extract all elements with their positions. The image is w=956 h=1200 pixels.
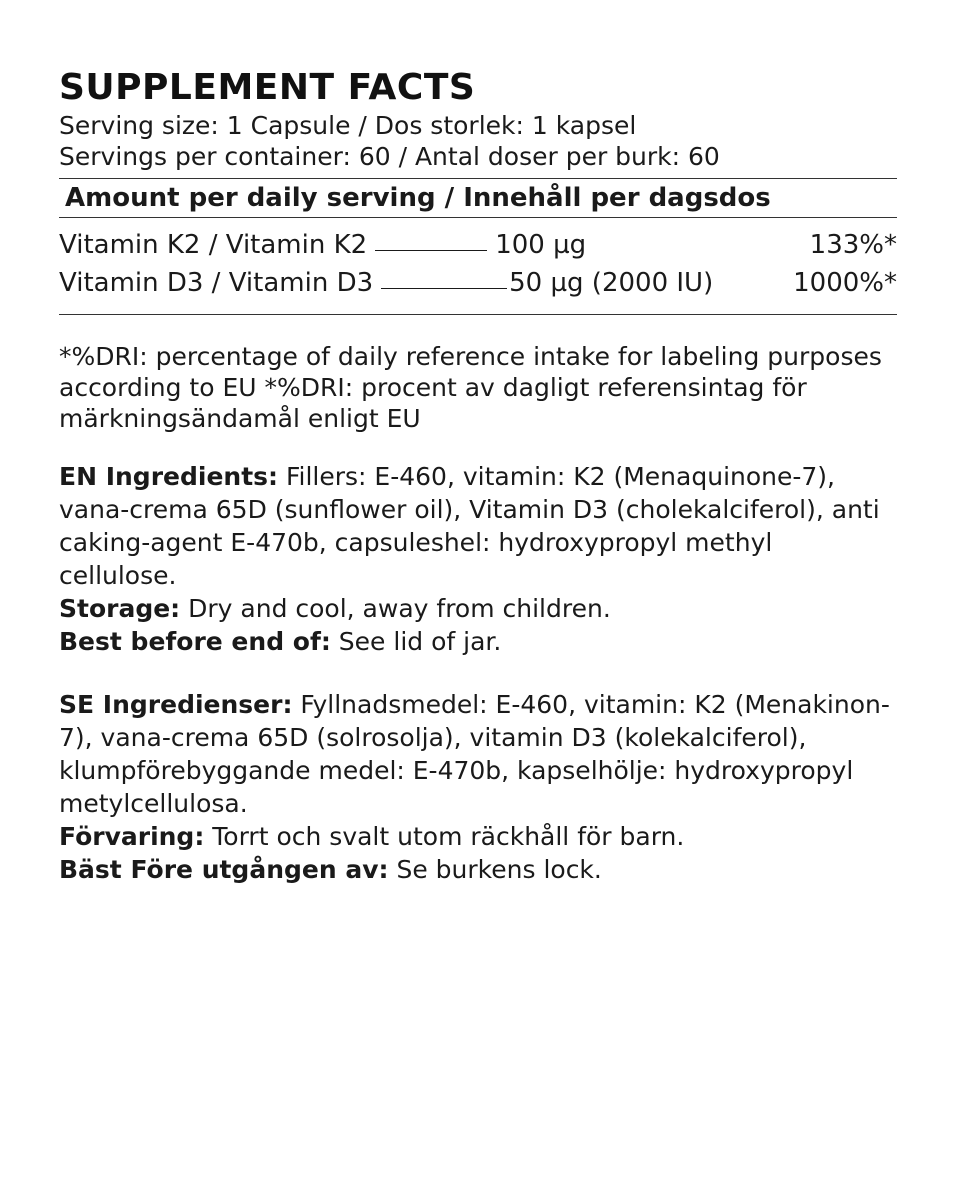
- nutrient-table: [59, 226, 897, 302]
- se-storage-label: Förvaring:: [59, 822, 205, 851]
- en-storage-text: Dry and cool, away from children.: [180, 594, 611, 623]
- en-storage-label: Storage:: [59, 594, 181, 623]
- nutrient-name: Vitamin D3 / Vitamin D3: [59, 268, 374, 298]
- supplement-facts-label: [59, 66, 897, 886]
- nutrient-dri: 1000%*: [793, 268, 897, 298]
- amount-header: Amount per daily serving / Innehåll per dagsdos: [65, 183, 771, 213]
- se-storage: [59, 820, 897, 853]
- en-best-before-label: Best before end of:: [59, 627, 331, 656]
- nutrient-row: [59, 226, 897, 264]
- divider: [59, 217, 897, 218]
- nutrient-dri: 133%*: [809, 230, 897, 260]
- serving-size: Serving size: 1 Capsule / Dos storlek: 1 kapsel: [59, 111, 637, 140]
- leader-line: [375, 249, 487, 251]
- dri-footnote: *%DRI: percentage of daily reference intake for labeling purposes according to EU *%DRI: procent av dagligt referensintag för märkningsändamål enligt EU: [59, 342, 882, 433]
- nutrient-amount: 100 µg: [495, 230, 587, 260]
- en-ingredients-text: Fillers: E-460, vitamin: K2 (Menaquinone-7), vana-crema 65D (sunflower oil), Vitamin D3 (cholekalciferol), anti caking-agent E-470b, capsuleshel: hydroxypropyl methyl cellulose.: [59, 462, 880, 590]
- en-ingredients: [59, 460, 897, 592]
- se-ingredients-label: SE Ingredienser:: [59, 690, 293, 719]
- english-section: [59, 460, 897, 658]
- nutrient-name: Vitamin K2 / Vitamin K2: [59, 230, 368, 260]
- page-title: SUPPLEMENT FACTS: [59, 67, 476, 108]
- nutrient-row: [59, 264, 897, 302]
- en-best-before: [59, 625, 897, 658]
- se-ingredients: [59, 688, 897, 820]
- se-best-before-label: Bäst Före utgången av:: [59, 855, 389, 884]
- en-storage: [59, 592, 897, 625]
- en-ingredients-label: EN Ingredients:: [59, 462, 279, 491]
- swedish-section: [59, 688, 897, 886]
- divider: [59, 314, 897, 315]
- en-best-before-text: See lid of jar.: [330, 627, 502, 656]
- se-storage-text: Torrt och svalt utom räckhåll för barn.: [204, 822, 685, 851]
- servings-per-container: Servings per container: 60 / Antal doser per burk: 60: [59, 142, 720, 171]
- nutrient-amount: 50 µg (2000 IU): [509, 268, 714, 298]
- se-best-before-text: Se burkens lock.: [388, 855, 602, 884]
- leader-line: [381, 287, 507, 289]
- se-best-before: [59, 853, 897, 886]
- se-ingredients-text: Fyllnadsmedel: E-460, vitamin: K2 (Menakinon-7), vana-crema 65D (solrosolja), vitamin D3 (kolekalciferol), klumpförebyggande medel: E-470b, kapselhölje: hydroxypropyl metylcellulosa.: [59, 690, 890, 818]
